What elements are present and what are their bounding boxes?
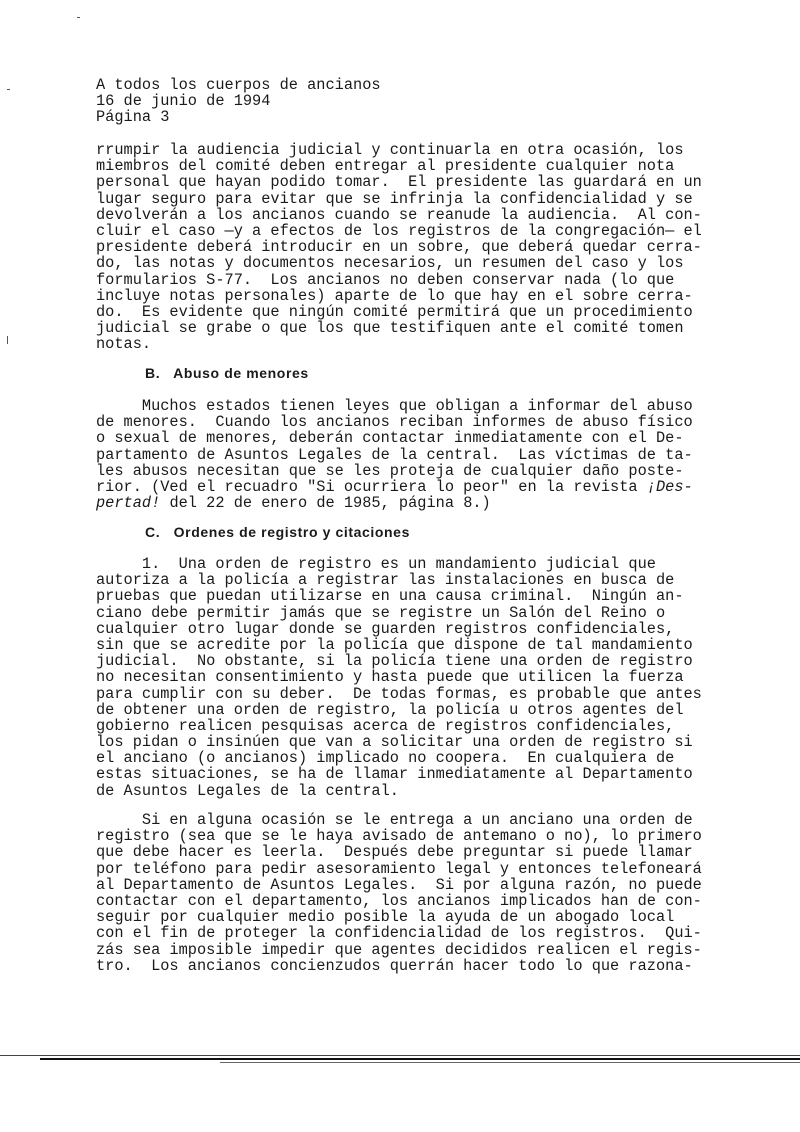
text-line: do, las notas y documentos necesarios, un resumen del caso y los bbox=[96, 254, 684, 273]
scan-speck bbox=[77, 17, 80, 18]
text-line: con el fin de proteger la confidencialidad de los registros. Qui- bbox=[96, 924, 702, 943]
text-line: les abusos necesitan que se les proteja de cualquier daño poste- bbox=[96, 461, 684, 480]
section-c-heading: C. Ordenes de registro y citaciones bbox=[145, 524, 410, 540]
text-line: lugar seguro para evitar que se infrinja la confidencialidad y se bbox=[96, 189, 693, 208]
text-line: 1. Una orden de registro es un mandamiento judicial que bbox=[96, 555, 656, 573]
footer-rule bbox=[220, 1062, 800, 1063]
text-line: partamento de Asuntos Legales de la central. Las víctimas de ta- bbox=[96, 445, 693, 464]
paragraph-section-c-1 bbox=[96, 556, 746, 799]
text-fragment: rior. (Ved el recuadro "Si ocurriera lo peor" en la revista bbox=[96, 477, 647, 496]
text-line: para cumplir con su deber. De todas formas, es probable que antes bbox=[96, 684, 702, 703]
text-line: incluye notas personales) aparte de lo que hay en el sobre cerra- bbox=[96, 286, 693, 305]
text-line: gobierno realicen pesquisas acerca de registros confidenciales, bbox=[96, 716, 675, 735]
header-page-number: Página 3 bbox=[96, 108, 170, 127]
text-line: que debe hacer es leerla. Después debe preguntar si puede llamar bbox=[96, 843, 693, 862]
section-b-heading: B. Abuso de menores bbox=[145, 365, 309, 381]
magazine-title-part: ¡Des- bbox=[646, 477, 693, 496]
paragraph-section-c-2 bbox=[96, 812, 746, 974]
text-line: miembros del comité deben entregar al presidente cualquier nota bbox=[96, 157, 675, 176]
text-line: presidente deberá introducir en un sobre, que deberá quedar cerra- bbox=[96, 238, 702, 257]
text-line bbox=[96, 495, 746, 511]
scan-speck bbox=[7, 336, 8, 344]
magazine-title-part: pertad! bbox=[96, 494, 161, 513]
text-line: de obtener una orden de registro, la policía u otros agentes del bbox=[96, 700, 684, 719]
footer-rule bbox=[0, 1055, 800, 1056]
text-line: autoriza a la policía a registrar las instalaciones en busca de bbox=[96, 571, 675, 590]
text-fragment: del 22 de enero de 1985, página 8.) bbox=[160, 494, 491, 513]
text-line: personal que hayan podido tomar. El presidente las guardará en un bbox=[96, 173, 702, 192]
text-line: devolverán a los ancianos cuando se reanude la audiencia. Al con- bbox=[96, 205, 702, 224]
text-line: formularios S-77. Los ancianos no deben conservar nada (lo que bbox=[96, 270, 675, 289]
paragraph-intro bbox=[96, 142, 746, 352]
header-recipient: A todos los cuerpos de ancianos bbox=[96, 76, 381, 94]
header-date: 16 de junio de 1994 bbox=[96, 92, 271, 111]
text-line: por teléfono para pedir asesoramiento legal y entonces telefoneará bbox=[96, 859, 702, 878]
paragraph-section-b bbox=[96, 398, 746, 511]
text-line: do. Es evidente que ningún comité permitirá que un procedimiento bbox=[96, 302, 693, 321]
text-line: el anciano (o ancianos) implicado no coopera. En cualquiera de bbox=[96, 749, 675, 768]
text-line: judicial se grabe o que los que testifiquen ante el comité tomen bbox=[96, 319, 684, 338]
text-line: ciano debe permitir jamás que se registre un Salón del Reino o bbox=[96, 603, 666, 622]
text-line: al Departamento de Asuntos Legales. Si por alguna razón, no puede bbox=[96, 875, 702, 894]
text-line: notas. bbox=[96, 335, 152, 354]
text-line: de menores. Cuando los ancianos reciban informes de abuso físico bbox=[96, 413, 693, 432]
text-line: contactar con el departamento, los ancianos implicados han de con- bbox=[96, 891, 702, 910]
text-line: seguir por cualquier medio posible la ayuda de un abogado local bbox=[96, 908, 675, 927]
text-line: sin que se acredite por la policía que dispone de tal mandamiento bbox=[96, 635, 693, 654]
text-line: no necesitan consentimiento y hasta puede que utilicen la fuerza bbox=[96, 668, 684, 687]
text-line: cluir el caso —y a efectos de los registros de la congregación— el bbox=[96, 221, 702, 240]
text-line: registro (sea que se le haya avisado de antemano o no), lo primero bbox=[96, 827, 702, 846]
text-line: Muchos estados tienen leyes que obligan a informar del abuso bbox=[96, 397, 693, 415]
text-line: pruebas que puedan utilizarse en una causa criminal. Ningún an- bbox=[96, 587, 684, 606]
text-line: de Asuntos Legales de la central. bbox=[96, 781, 399, 800]
text-line: o sexual de menores, deberán contactar inmediatamente con el De- bbox=[96, 429, 684, 448]
scan-speck bbox=[7, 89, 10, 90]
text-line: judicial. No obstante, si la policía tiene una orden de registro bbox=[96, 652, 693, 671]
text-line: tro. Los ancianos concienzudos querrán hacer todo lo que razona- bbox=[96, 956, 693, 975]
text-line bbox=[96, 479, 746, 495]
footer-rule bbox=[40, 1058, 800, 1060]
text-line: Si en alguna ocasión se le entrega a un anciano una orden de bbox=[96, 811, 693, 829]
text-line: los pidan o insinúen que van a solicitar una orden de registro si bbox=[96, 733, 693, 752]
letter-header bbox=[96, 77, 746, 126]
text-line: rrumpir la audiencia judicial y continuarla en otra ocasión, los bbox=[96, 141, 684, 159]
text-line: estas situaciones, se ha de llamar inmediatamente al Departamento bbox=[96, 765, 693, 784]
text-line: zás sea imposible impedir que agentes decididos realicen el regis- bbox=[96, 940, 702, 959]
text-line: cualquier otro lugar donde se guarden registros confidenciales, bbox=[96, 619, 675, 638]
